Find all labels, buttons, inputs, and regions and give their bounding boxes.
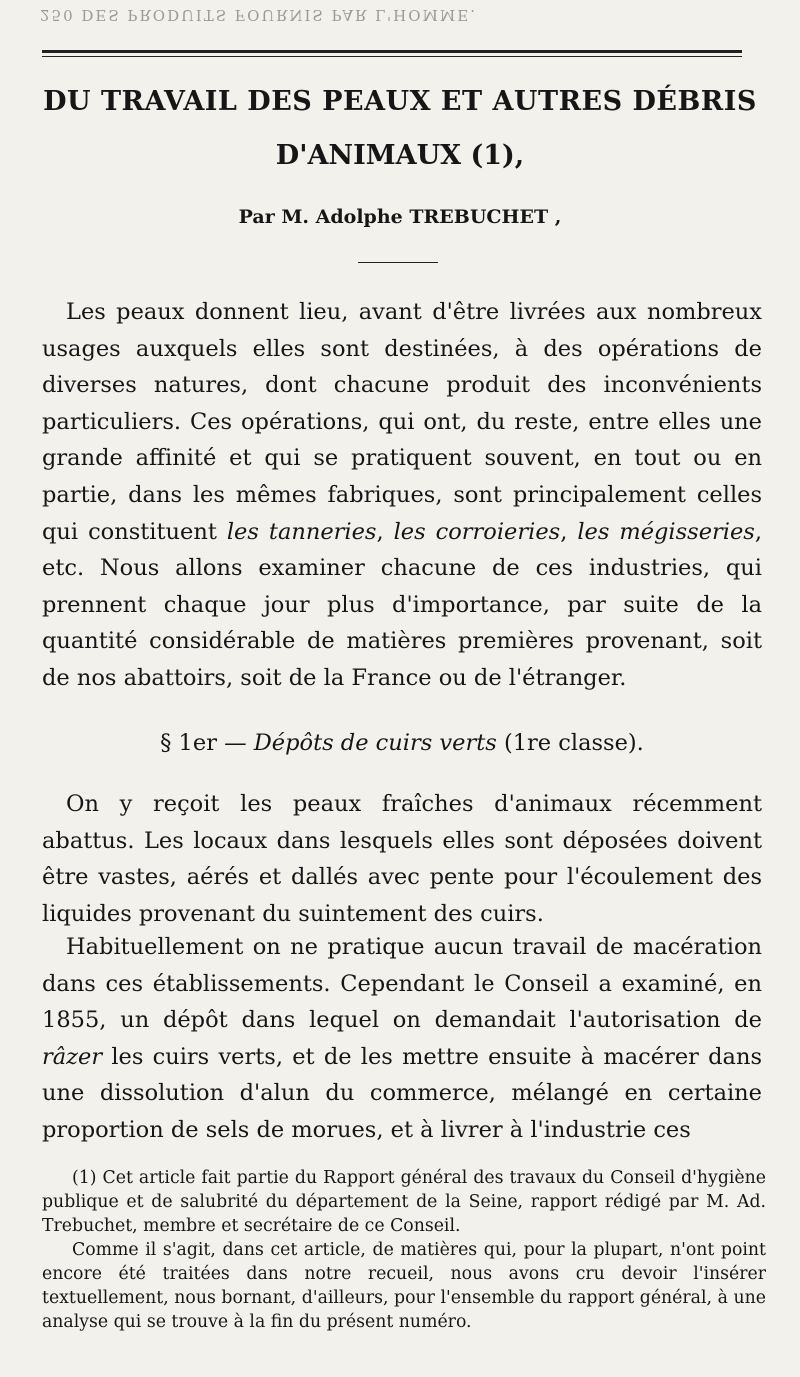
paragraph-3-text-a: Habituellement on ne pratique aucun travail de macération dans ces établissements. Cependant le Conseil a examiné, en 1855, un dépôt dans lequel on demandait l'autorisation de xyxy=(42,934,762,1034)
paragraph-1-text-b: , etc. Nous allons examiner chacune de ces industries, qui prennent chaque jour plus d'importance, par suite de la quantité considérable de matières premières provenant, soit de nos abattoirs, soit de la France ou de l'étranger. xyxy=(42,518,762,691)
paragraph-2-text: On y reçoit les peaux fraîches d'animaux récemment abattus. Les locaux dans lesquels elles sont déposées doivent être vastes, aérés et dallés avec pente pour l'écoulement des liquides provenant du suintement des cuirs. xyxy=(42,791,762,927)
separator: , xyxy=(376,518,394,545)
article-title-line1: DU TRAVAIL DES PEAUX ET AUTRES DÉBRIS xyxy=(43,86,757,117)
article-title-line2: D'ANIMAUX (1), xyxy=(275,140,525,171)
paragraph-2 xyxy=(42,786,762,932)
footnote-2: Comme il s'agit, dans cet article, de matières qui, pour la plupart, n'ont point encore été traitées dans notre recueil, nous avons cru devoir l'insérer textuellement, nous bornant, d'ailleurs, pour l'ensemble du rapport général, à une analyse qui se trouve à la fin du présent numéro. xyxy=(42,1240,766,1332)
term-megisseries: les mégisseries xyxy=(577,518,755,545)
author-byline: Par M. Adolphe TREBUCHET , xyxy=(238,206,562,228)
running-head-bleedthrough: 250 DES PRODUITS FOURNIS PAR L'HOMME. xyxy=(40,6,477,24)
section-heading xyxy=(42,730,762,756)
paragraph-3-text-b: les cuirs verts, et de les mettre ensuite à macérer dans une dissolution d'alun du commerce, mélangé en certaine proportion de sels de morues, et à livrer à l'industrie ces xyxy=(42,1043,762,1143)
term-tanneries: les tanneries xyxy=(226,518,377,545)
paragraph-3 xyxy=(42,929,762,1149)
term-razer: râzer xyxy=(42,1043,103,1070)
footnotes xyxy=(42,1166,766,1334)
footnote-1: (1) Cet article fait partie du Rapport général des travaux du Conseil d'hygiène publique et de salubrité du département de la Seine, rapport rédigé par M. Ad. Trebuchet, membre et secrétaire de ce Conseil. xyxy=(42,1168,766,1236)
separator: , xyxy=(560,518,578,545)
paragraph-1-text-a: Les peaux donnent lieu, avant d'être livrées aux nombreux usages auxquels elles sont destinées, à des opérations de diverses natures, dont chacune produit des inconvénients particuliers. Ces opérations, qui ont, du reste, entre elles une grande affinité et qui se pratiquent souvent, en tout ou en partie, dans les mêmes fabriques, sont principalement celles qui constituent xyxy=(42,299,762,545)
section-title: Dépôts de cuirs verts xyxy=(253,730,497,756)
term-corroieries: les corroieries xyxy=(393,518,561,545)
paragraph-1 xyxy=(42,294,762,697)
section-class: (1re classe). xyxy=(503,730,644,756)
header-rule xyxy=(42,50,742,57)
title-separator-rule xyxy=(358,262,438,263)
section-number: § 1er — xyxy=(160,730,247,756)
